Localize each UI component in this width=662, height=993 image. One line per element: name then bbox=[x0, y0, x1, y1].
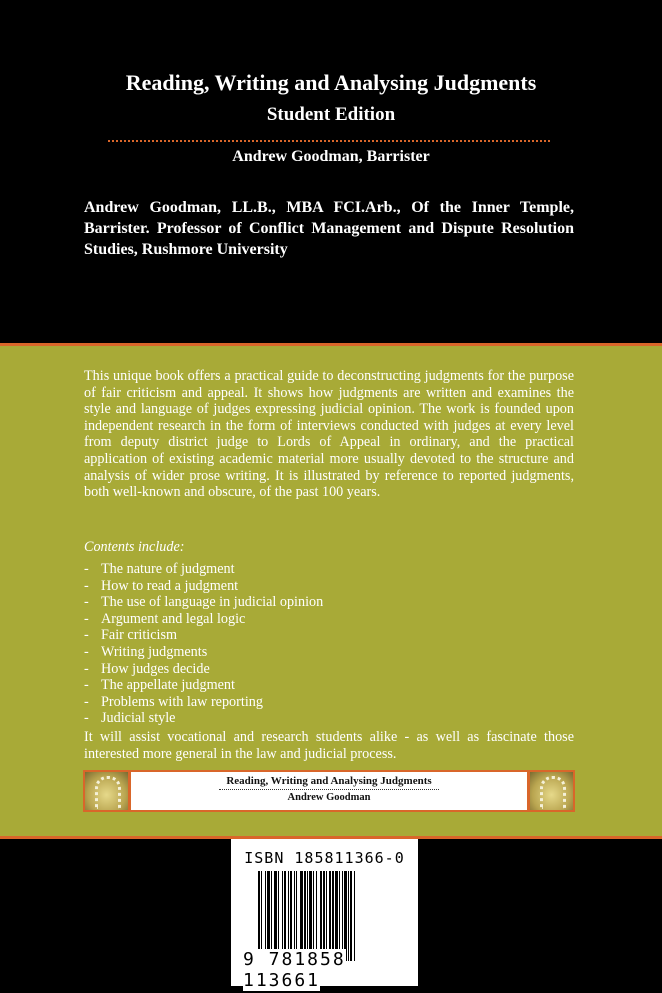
dash: - bbox=[84, 660, 89, 677]
book-title: Reading, Writing and Analysing Judgments bbox=[125, 70, 537, 95]
contents-item bbox=[84, 578, 323, 595]
contents-list bbox=[84, 561, 323, 727]
contents-item-label: Argument and legal logic bbox=[101, 610, 246, 627]
contents-item-label: How to read a judgment bbox=[101, 577, 239, 594]
contents-item bbox=[84, 694, 323, 711]
dash: - bbox=[84, 627, 89, 644]
contents-item-label: Writing judgments bbox=[101, 643, 208, 660]
contents-heading: Contents include: bbox=[84, 539, 185, 555]
book-author: Andrew Goodman, Barrister bbox=[232, 148, 430, 165]
contents-item bbox=[84, 644, 323, 661]
blurb-text: This unique book offers a practical guide to deconstructing judgments for the purpose of fair criticism and appeal. It shows how judgments are written and examines the style and language of judges expressing judicial opinion. The work is founded upon independent research in the form of interviews conducted with judges at every level from deputy district judge to Lords of Appeal in ordinary, and the practical application of existing academic material more usually devoted to the structure and analysis of wider prose writing. It is illustrated by reference to reported judgments, both well-known and obscure, of the past 100 years. bbox=[84, 368, 574, 501]
contents-item bbox=[84, 627, 323, 644]
rope-image-left bbox=[85, 772, 128, 810]
contents-item bbox=[84, 710, 323, 727]
contents-item-label: Fair criticism bbox=[101, 627, 178, 644]
dash: - bbox=[84, 610, 89, 627]
book-subtitle: Student Edition bbox=[266, 104, 396, 125]
ean-digits: 9 781858 113661 bbox=[243, 949, 346, 991]
contents-item bbox=[84, 611, 323, 628]
dash: - bbox=[84, 643, 89, 660]
dash: - bbox=[84, 677, 89, 694]
contents-item-label: The use of language in judicial opinion bbox=[101, 594, 324, 611]
isbn-barcode bbox=[231, 839, 418, 991]
spine-banner bbox=[83, 770, 575, 812]
banner-author: Andrew Goodman bbox=[287, 792, 371, 803]
contents-item bbox=[84, 561, 323, 578]
contents-item-label: Judicial style bbox=[101, 710, 176, 727]
description-panel bbox=[0, 346, 662, 837]
barcode-bars bbox=[258, 871, 394, 961]
banner-label bbox=[131, 772, 527, 810]
dash: - bbox=[84, 693, 89, 710]
dash: - bbox=[84, 594, 89, 611]
banner-divider bbox=[219, 789, 439, 790]
rope-image-right bbox=[530, 772, 573, 810]
closing-text: It will assist vocational and research students alike - as well as fascinate those interested more general in the law and judicial process. bbox=[84, 729, 574, 762]
contents-item-label: The appellate judgment bbox=[101, 677, 235, 694]
dash: - bbox=[84, 561, 89, 577]
contents-item-label: The nature of judgment bbox=[101, 561, 235, 577]
contents-item bbox=[84, 594, 323, 611]
contents-item-label: Problems with law reporting bbox=[101, 693, 263, 710]
author-bio: Andrew Goodman, LL.B., MBA FCI.Arb., Of the Inner Temple, Barrister. Professor of Conflict Management and Dispute Resolution Studies, Rushmore University bbox=[84, 199, 574, 258]
contents-item-label: How judges decide bbox=[101, 660, 210, 677]
dash: - bbox=[84, 710, 89, 727]
contents-item bbox=[84, 677, 323, 694]
isbn-text: ISBN 185811366-0 bbox=[244, 849, 405, 867]
banner-title: Reading, Writing and Analysing Judgments bbox=[226, 775, 432, 787]
ean-number bbox=[243, 949, 418, 991]
barcode-bar bbox=[355, 871, 356, 961]
dash: - bbox=[84, 577, 89, 594]
dotted-divider bbox=[108, 140, 550, 142]
cover-top bbox=[0, 0, 662, 343]
contents-item bbox=[84, 661, 323, 678]
